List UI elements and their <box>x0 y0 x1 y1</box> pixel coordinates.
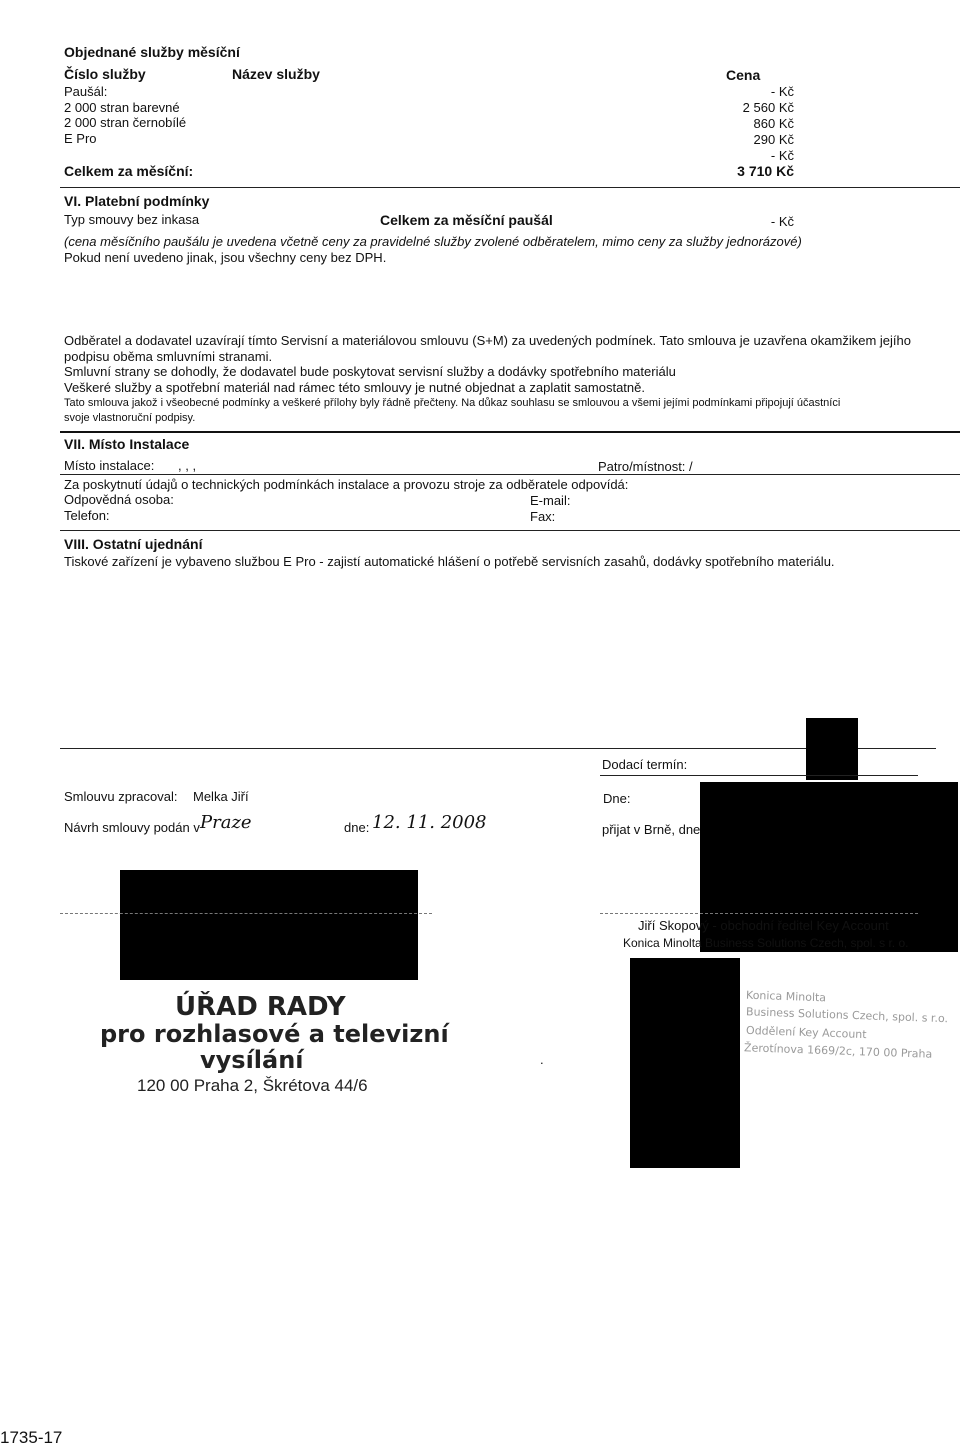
faint-stamp-line4: Žerotínova 1669/2c, 170 00 Praha <box>743 1041 933 1061</box>
other-text: Tiskové zařízení je vybaveno službou E Pro - zajistí automatické hlášení o potřebě servisních zasahů, dodávky spotřebního materiálu. <box>64 554 835 569</box>
install-title: VII. Místo Instalace <box>64 436 190 452</box>
terms-line: podpisu oběma smluvními stranami. <box>64 349 273 364</box>
payment-title: VI. Platební podmínky <box>64 193 210 209</box>
section-divider <box>60 474 960 475</box>
install-place-value: , , , <box>178 458 197 473</box>
prepared-value: Melka Jiří <box>193 789 249 804</box>
install-floor-label: Patro/místnost: / <box>598 459 693 474</box>
service-row-label: E Pro <box>64 131 97 146</box>
install-info-line: Za poskytnutí údajů o technických podmínkách instalace a provozu stroje za odběratele odpovídá: <box>64 477 629 492</box>
delivery-line <box>600 775 918 776</box>
submitted-place-handwritten: Praze <box>200 812 252 833</box>
faint-stamp-line3: Oddělení Key Account <box>745 1023 867 1042</box>
services-total-label: Celkem za měsíční: <box>64 163 194 179</box>
signer-company: Konica Minolta Business Solutions Czech, spol. s r. o. <box>623 936 909 950</box>
terms-line: Smluvní strany se dohodly, že dodavatel bude poskytovat servisní služby a dodávky spotřebního materiálu <box>64 364 676 379</box>
service-row-price: 290 Kč <box>753 132 794 147</box>
other-title: VIII. Ostatní ujednání <box>64 536 203 552</box>
install-phone-label: Telefon: <box>64 508 110 523</box>
terms-line: svoje vlastnoruční podpisy. <box>64 412 196 424</box>
redaction-box <box>120 870 418 980</box>
prepared-label: Smlouvu zpracoval: <box>64 789 178 804</box>
stamp-office-address: 120 00 Praha 2, Škrétova 44/6 <box>137 1076 368 1095</box>
vat-note: Pokud není uvedeno jinak, jsou všechny ceny bez DPH. <box>64 250 387 265</box>
signature-line-supplier <box>600 913 918 914</box>
price-note: (cena měsíčního paušálu je uvedena včetně ceny za pravidelné služby zvolené odběratelem, mimo ceny za služby jednorázové) <box>64 234 802 249</box>
service-row-price: 2 560 Kč <box>742 100 794 115</box>
stamp-office-line3: vysílání <box>200 1046 304 1074</box>
accepted-label: přijat v Brně, dne <box>602 822 701 837</box>
install-fax-label: Fax: <box>530 509 556 524</box>
section-divider <box>60 530 960 531</box>
col-header-price: Cena <box>726 67 761 83</box>
terms-line: Veškeré služby a spotřební materiál nad rámec této smlouvy je nutné objednat a zaplatit samostatně. <box>64 380 645 395</box>
terms-line: Tato smlouva jakož i všeobecné podmínky a veškeré přílohy byly řádně přečteny. Na důkaz souhlasu se smlouvou a všemi jejími podmínkami připojují účastníci <box>64 397 841 409</box>
col-header-number: Číslo služby <box>64 66 146 82</box>
section-divider <box>60 431 960 433</box>
col-header-name: Název služby <box>232 66 320 82</box>
service-row-label: 2 000 stran barevné <box>64 100 180 115</box>
service-row-price: - Kč <box>770 84 794 99</box>
dne-value-handwritten: 12. 11. 2008 <box>372 812 487 833</box>
document-id: 1735-17 <box>0 1428 63 1447</box>
install-email-label: E-mail: <box>530 493 571 508</box>
stamp-office-line1: ÚŘAD RADY <box>175 992 346 1022</box>
stray-dot: . <box>540 1052 544 1067</box>
faint-stamp-line1: Konica Minolta <box>745 988 827 1005</box>
terms-line: Odběratel a dodavatel uzavírají tímto Servisní a materiálovou smlouvu (S+M) za uvedených podmínek. Tato smlouva je uzavřena okamžikem jejího <box>64 333 911 348</box>
signer-title: Jiří Skopový - obchodní ředitel Key Account <box>638 918 889 933</box>
dne-label: dne: <box>344 820 370 835</box>
section-divider <box>60 187 960 188</box>
service-row-label: Paušál: <box>64 84 108 99</box>
service-row-price: 860 Kč <box>753 116 794 131</box>
install-place-label: Místo instalace: <box>64 458 155 473</box>
service-row-label: 2 000 stran černobílé <box>64 115 187 130</box>
date-label: Dne: <box>603 791 631 806</box>
monthly-total-value: - Kč <box>770 214 794 229</box>
faint-stamp-line2: Business Solutions Czech, spol. s r.o. <box>745 1005 949 1026</box>
services-title: Objednané služby měsíční <box>64 44 240 60</box>
install-person-label: Odpovědná osoba: <box>64 492 174 507</box>
stamp-office-line2: pro rozhlasové a televizní <box>100 1020 449 1048</box>
services-total-price: 3 710 Kč <box>737 163 794 179</box>
contract-type: Typ smouvy bez inkasa <box>64 212 200 227</box>
redaction-box <box>630 958 740 1168</box>
signature-divider <box>60 748 936 749</box>
delivery-label: Dodací termín: <box>602 757 688 772</box>
monthly-total-label: Celkem za měsíční paušál <box>380 212 553 228</box>
signature-line-customer <box>60 913 432 914</box>
submitted-label: Návrh smlouvy podán v <box>64 820 200 835</box>
service-row-price: - Kč <box>770 148 794 163</box>
redaction-box <box>806 718 858 780</box>
